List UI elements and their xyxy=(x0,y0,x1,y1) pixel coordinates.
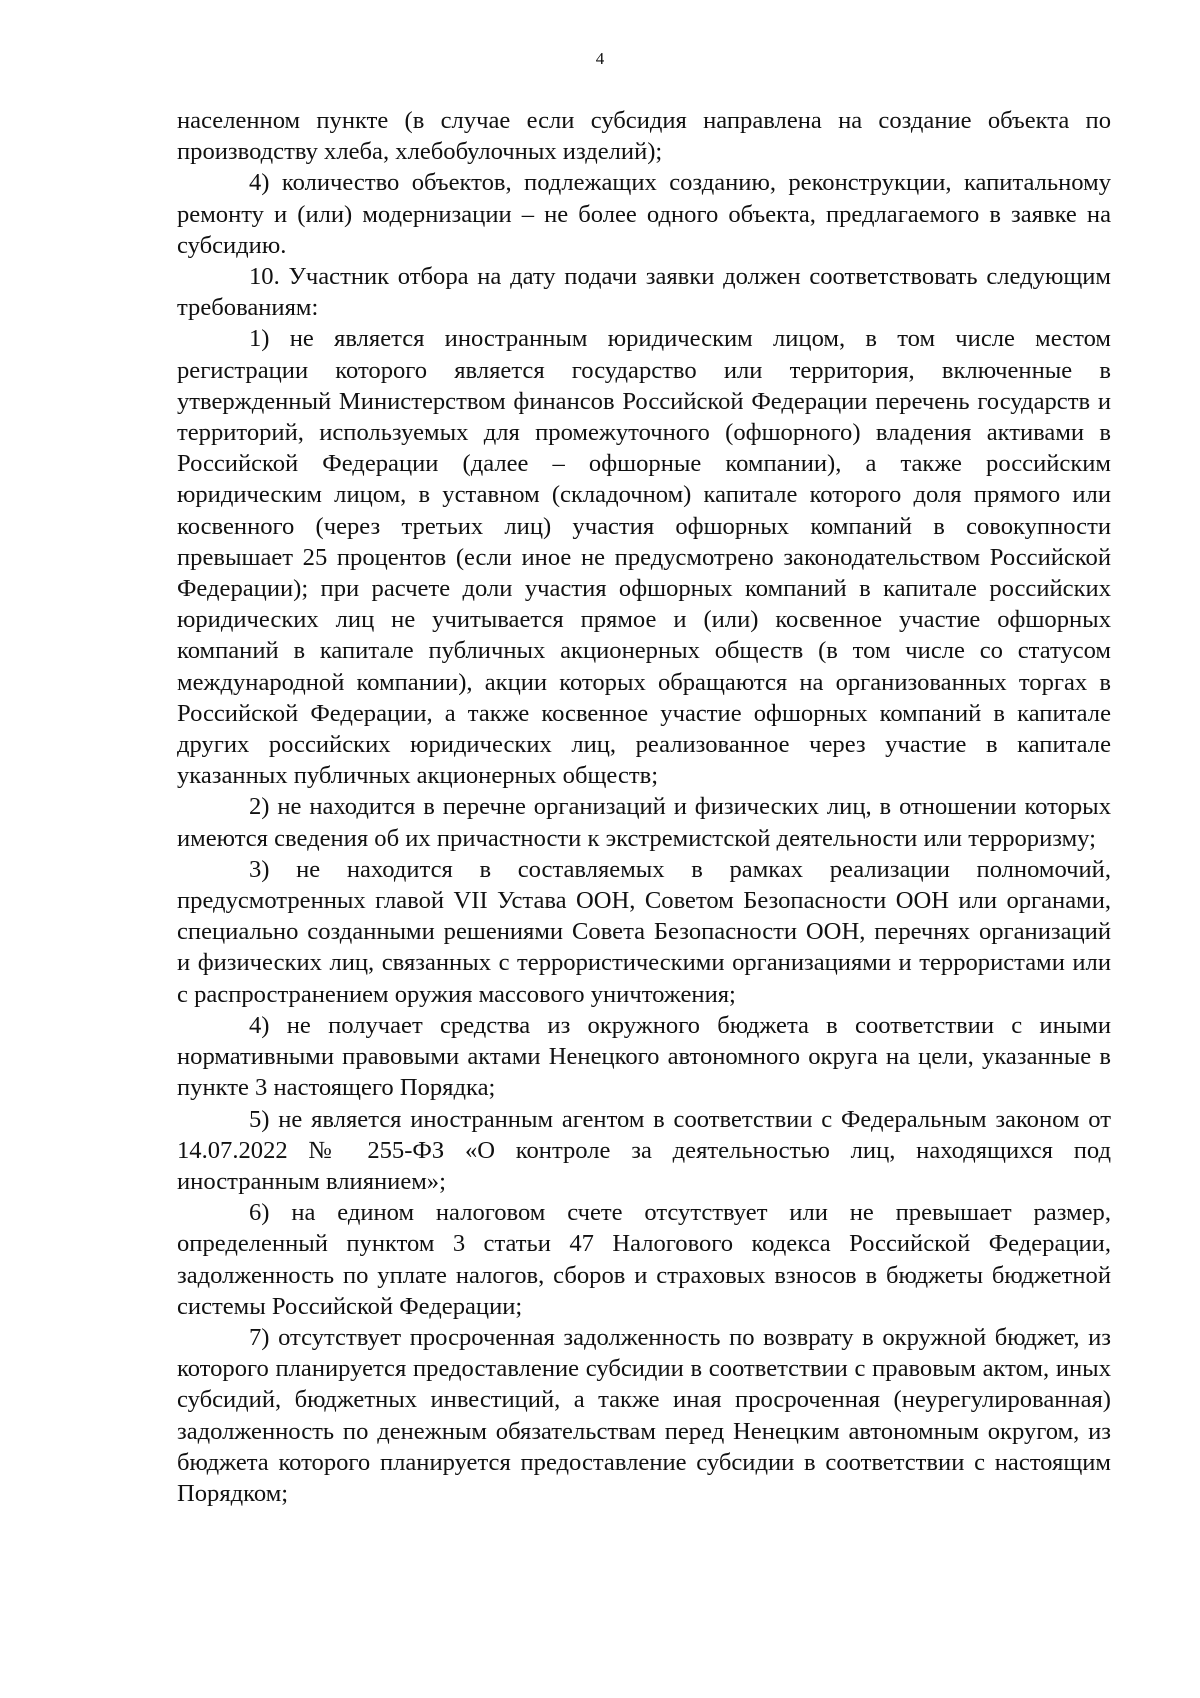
paragraph: населенном пункте (в случае если субсидия направлена на создание объекта по производству хлеба, хлебобулочных изделий); xyxy=(177,107,1111,166)
paragraph: 6) на едином налоговом счете отсутствует или не превышает размер, определенный пунктом 3 статьи 47 Налогового кодекса Российской Федерации, задолженность по уплате налогов, сборов и страховых взносов в бюджеты бюджетной системы Российской Федерации; xyxy=(177,1199,1111,1320)
paragraph: 7) отсутствует просроченная задолженность по возврату в окружной бюджет, из которого планируется предоставление субсидии в соответствии с правовым актом, иных субсидий, бюджетных инвестиций, а также иная просроченная (неурегулированная) задолженность по денежным обязательствам перед Ненецким автономным округом, из бюджета которого планируется предоставление субсидии в соответствии с настоящим Порядком; xyxy=(177,1323,1111,1507)
paragraph: 3) не находится в составляемых в рамках реализации полномочий, предусмотренных главой VII Устава ООН, Советом Безопасности ООН или органами, специально созданными решениями Совета Безопасности ООН, перечнях организаций и физических лиц, связанных с террористическими организациями и террористами или с распространением оружия массового уничтожения; xyxy=(177,855,1111,1008)
paragraph: 4) количество объектов, подлежащих созданию, реконструкции, капитальному ремонту и (или) модернизации – не более одного объекта, предлагаемого в заявке на субсидию. xyxy=(177,169,1111,259)
page-number: 4 xyxy=(595,49,605,68)
paragraph: 10. Участник отбора на дату подачи заявки должен соответствовать следующим требованиям: xyxy=(177,263,1111,322)
paragraph: 1) не является иностранным юридическим лицом, в том числе местом регистрации которого является государство или территория, включенные в утвержденный Министерством финансов Российской Федерации перечень государств и территорий, используемых для промежуточного (офшорного) владения активами в Российской Федерации (далее – офшорные компании), а также российским юридическим лицом, в уставном (складочном) капитале которого доля прямого или косвенного (через третьих лиц) участия офшорных компаний в совокупности превышает 25 процентов (если иное не предусмотрено законодательством Российской Федерации); при расчете доли участия офшорных компаний в капитале российских юридических лиц не учитывается прямое и (или) косвенное участие офшорных компаний в капитале публичных акционерных обществ (в том числе со статусом международной компании), акции которых обращаются на организованных торгах в Российской Федерации, а также косвенное участие офшорных компаний в капитале других российских юридических лиц, реализованное через участие в капитале указанных публичных акционерных обществ; xyxy=(177,325,1111,790)
paragraph: 2) не находится в перечне организаций и физических лиц, в отношении которых имеются сведения об их причастности к экстремистской деятельности или терроризму; xyxy=(177,793,1111,852)
paragraph: 4) не получает средства из окружного бюджета в соответствии с иными нормативными правовыми актами Ненецкого автономного округа на цели, указанные в пункте 3 настоящего Порядка; xyxy=(177,1011,1111,1102)
paragraph: 5) не является иностранным агентом в соответствии с Федеральным законом от 14.07.2022 № 255-ФЗ «О контроле за деятельностью лиц, находящихся под иностранным влиянием»; xyxy=(177,1105,1111,1195)
document-body xyxy=(177,105,1111,1509)
